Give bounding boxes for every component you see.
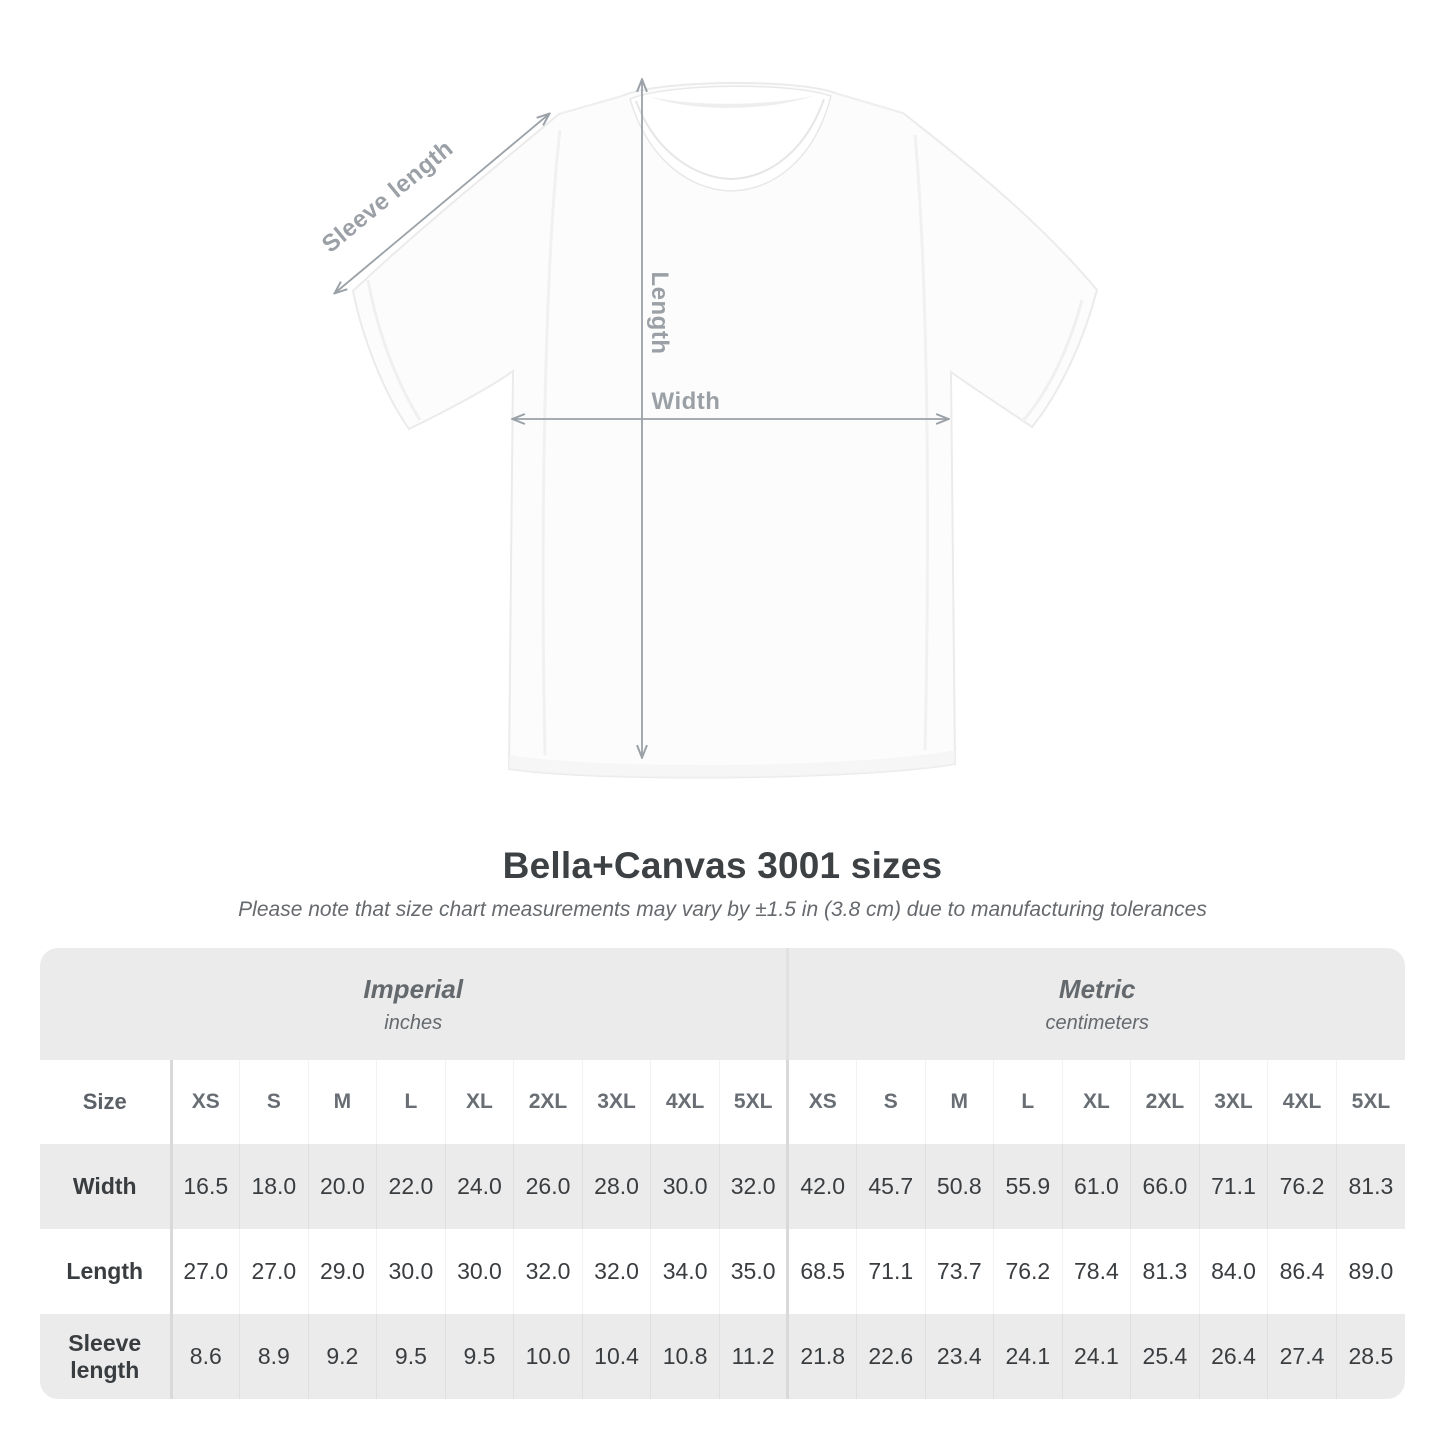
value-cell: 30.0 [445,1229,514,1314]
value-cell: 28.0 [582,1144,651,1229]
value-cell: 26.4 [1199,1314,1268,1399]
value-cell: 73.7 [925,1229,994,1314]
size-header: 2XL [514,1060,583,1144]
value-cell: 55.9 [994,1144,1063,1229]
size-header: M [308,1060,377,1144]
unit-header-row [40,948,1405,1060]
value-cell: 27.0 [240,1229,309,1314]
size-header: 4XL [651,1060,720,1144]
width-annotation: Width [651,388,721,415]
value-cell: 42.0 [788,1144,857,1229]
size-header: S [240,1060,309,1144]
size-header: XL [445,1060,514,1144]
value-cell: 81.3 [1336,1144,1405,1229]
value-cell: 32.0 [719,1144,788,1229]
metric-header-cell [788,948,1405,1060]
value-cell: 21.8 [788,1314,857,1399]
value-cell: 24.1 [994,1314,1063,1399]
value-cell: 8.9 [240,1314,309,1399]
value-cell: 71.1 [856,1229,925,1314]
size-header: 2XL [1131,1060,1200,1144]
size-column-header: Size [40,1060,171,1144]
value-cell: 9.5 [445,1314,514,1399]
value-cell: 30.0 [377,1229,446,1314]
value-cell: 61.0 [1062,1144,1131,1229]
value-cell: 24.0 [445,1144,514,1229]
table-row-width [40,1144,1405,1229]
value-cell: 9.5 [377,1314,446,1399]
value-cell: 9.2 [308,1314,377,1399]
value-cell: 27.0 [171,1229,240,1314]
value-cell: 71.1 [1199,1144,1268,1229]
value-cell: 11.2 [719,1314,788,1399]
value-cell: 68.5 [788,1229,857,1314]
value-cell: 26.0 [514,1144,583,1229]
size-header: 3XL [1199,1060,1268,1144]
value-cell: 24.1 [1062,1314,1131,1399]
sleeve-length-annotation: Sleeve length [316,134,459,259]
size-header: 5XL [719,1060,788,1144]
row-label: Width [40,1144,171,1229]
value-cell: 86.4 [1268,1229,1337,1314]
value-cell: 28.5 [1336,1314,1405,1399]
value-cell: 32.0 [582,1229,651,1314]
value-cell: 76.2 [994,1229,1063,1314]
imperial-label: Imperial [363,973,464,1004]
value-cell: 76.2 [1268,1144,1337,1229]
value-cell: 78.4 [1062,1229,1131,1314]
table-row-length [40,1229,1405,1314]
value-cell: 81.3 [1131,1229,1200,1314]
value-cell: 45.7 [856,1144,925,1229]
metric-label: Metric [1058,973,1136,1004]
value-cell: 10.8 [651,1314,720,1399]
row-label: Length [40,1229,171,1314]
size-header: XS [788,1060,857,1144]
value-cell: 22.6 [856,1314,925,1399]
value-cell: 32.0 [514,1229,583,1314]
size-header: XS [171,1060,240,1144]
value-cell: 34.0 [651,1229,720,1314]
row-label: Sleeve length [40,1314,171,1399]
size-header: XL [1062,1060,1131,1144]
value-cell: 89.0 [1336,1229,1405,1314]
value-cell: 35.0 [719,1229,788,1314]
value-cell: 23.4 [925,1314,994,1399]
size-header: L [994,1060,1063,1144]
value-cell: 8.6 [171,1314,240,1399]
value-cell: 30.0 [651,1144,720,1229]
size-header: L [377,1060,446,1144]
size-header-row [40,1060,1405,1144]
size-chart-table [40,948,1405,1399]
value-cell: 18.0 [240,1144,309,1229]
size-header: 4XL [1268,1060,1337,1144]
size-header: S [856,1060,925,1144]
tolerance-note: Please note that size chart measurements may vary by ±1.5 in (3.8 cm) due to manufacturing tolerances [238,898,1207,921]
metric-unit-label: centimeters [1045,1011,1149,1034]
value-cell: 29.0 [308,1229,377,1314]
value-cell: 84.0 [1199,1229,1268,1314]
value-cell: 10.0 [514,1314,583,1399]
length-annotation: Length [646,271,673,355]
value-cell: 50.8 [925,1144,994,1229]
value-cell: 27.4 [1268,1314,1337,1399]
title-block [0,845,1445,922]
size-header: M [925,1060,994,1144]
imperial-unit-label: inches [384,1011,443,1034]
value-cell: 10.4 [582,1314,651,1399]
size-table [40,948,1405,1399]
value-cell: 16.5 [171,1144,240,1229]
value-cell: 25.4 [1131,1314,1200,1399]
value-cell: 20.0 [308,1144,377,1229]
imperial-header-cell [40,948,788,1060]
size-header: 3XL [582,1060,651,1144]
table-row-sleeve-length [40,1314,1405,1399]
page-title: Bella+Canvas 3001 sizes [502,845,943,886]
value-cell: 22.0 [377,1144,446,1229]
value-cell: 66.0 [1131,1144,1200,1229]
size-header: 5XL [1336,1060,1405,1144]
